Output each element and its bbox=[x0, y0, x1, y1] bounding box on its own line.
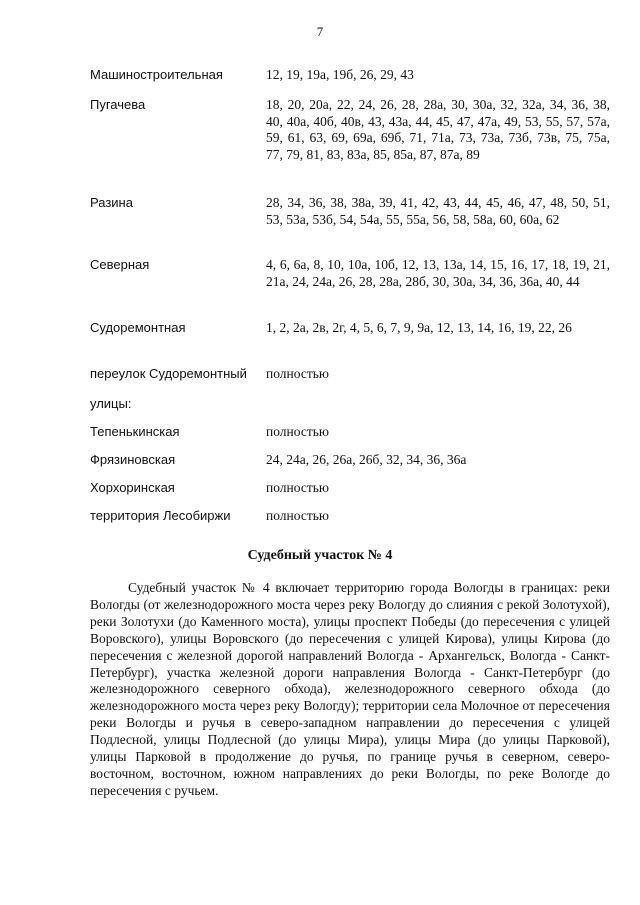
street-name: Северная bbox=[90, 257, 150, 272]
house-numbers: полностью bbox=[266, 480, 329, 495]
house-numbers: 28, 34, 36, 38, 38а, 39, 41, 42, 43, 44, 45, 46, 47, 48, 50, 51, 53, 53а, 53б, 54, 54а, 55, 55а, 56, 58, 58а, 60, 60а, 62 bbox=[266, 195, 610, 227]
street-group-label: улицы: bbox=[90, 396, 132, 411]
street-name: территория Лесобиржи bbox=[90, 508, 231, 523]
house-numbers: полностью bbox=[266, 366, 329, 381]
house-numbers: 24, 24а, 26, 26а, 26б, 32, 34, 36, 36а bbox=[266, 452, 467, 467]
street-name: переулок Судоремонтный bbox=[90, 366, 247, 381]
street-name: Разина bbox=[90, 195, 133, 210]
house-numbers: полностью bbox=[266, 424, 329, 439]
street-name: Машиностроительная bbox=[90, 67, 223, 82]
house-numbers: 12, 19, 19а, 19б, 26, 29, 43 bbox=[266, 67, 414, 82]
page-number: 7 bbox=[316, 24, 324, 39]
section-heading: Судебный участок № 4 bbox=[247, 548, 393, 563]
street-name: Хорхоринская bbox=[90, 480, 175, 495]
street-name: Судоремонтная bbox=[90, 320, 186, 335]
section-paragraph: Судебный участок № 4 включает территорию города Вологды в границах: реки Вологды (от железнодорожного моста через реку Вологду до слияния с рекой Золотухой), реки Золотухи (до Каменного моста), улицы проспект Победы (до пересечения с улицей Воровского), улицы Воровского (до пересечения с улицей Кирова), улицы Кирова (до пересечения с железной дорогой направлений Вологда - Архангельск, Вологда - Санкт-Петербург), участка железной дороги направления Вологда - Санкт-Петербург (до железнодорожного северного обхода), железнодорожного северного обхода (до железнодорожного моста через реку Вологду); территории села Молочное от пересечения реки Вологды и ручья в северо-западном направлении до пересечения с улицей Подлесной, улицы Подлесной (до улицы Мира), улицы Мира (до улицы Парковой), улицы Парковой в продолжение до ручья, по границе ручья в северном, северо-восточном, восточном, южном направлениях до реки Вологды, по реке Вологде до пересечения с ручьем. bbox=[90, 580, 610, 798]
house-numbers: полностью bbox=[266, 508, 329, 523]
house-numbers: 18, 20, 20а, 22, 24, 26, 28, 28а, 30, 30а, 32, 32а, 34, 36, 38, 40, 40а, 40б, 40в, 43, 43а, 44, 45, 47, 47а, 49, 53, 55, 57, 57а, 59, 61, 63, 69, 69а, 69б, 71, 71а, 73, 73а, 73б, 73в, 75, 75а, 77, 79, 81, 83, 83а, 85, 85а, 87, 87а, 89 bbox=[266, 97, 610, 162]
street-name: Пугачева bbox=[90, 97, 146, 112]
street-name: Фрязиновская bbox=[90, 452, 176, 467]
street-name: Тепенькинская bbox=[90, 424, 180, 439]
house-numbers: 1, 2, 2а, 2в, 2г, 4, 5, 6, 7, 9, 9а, 12, 13, 14, 16, 19, 22, 26 bbox=[266, 320, 572, 335]
house-numbers: 4, 6, 6а, 8, 10, 10а, 10б, 12, 13, 13а, 14, 15, 16, 17, 18, 19, 21, 21а, 24, 24а, 26, 28, 28а, 28б, 30, 30а, 34, 36, 36а, 40, 44 bbox=[266, 257, 610, 289]
